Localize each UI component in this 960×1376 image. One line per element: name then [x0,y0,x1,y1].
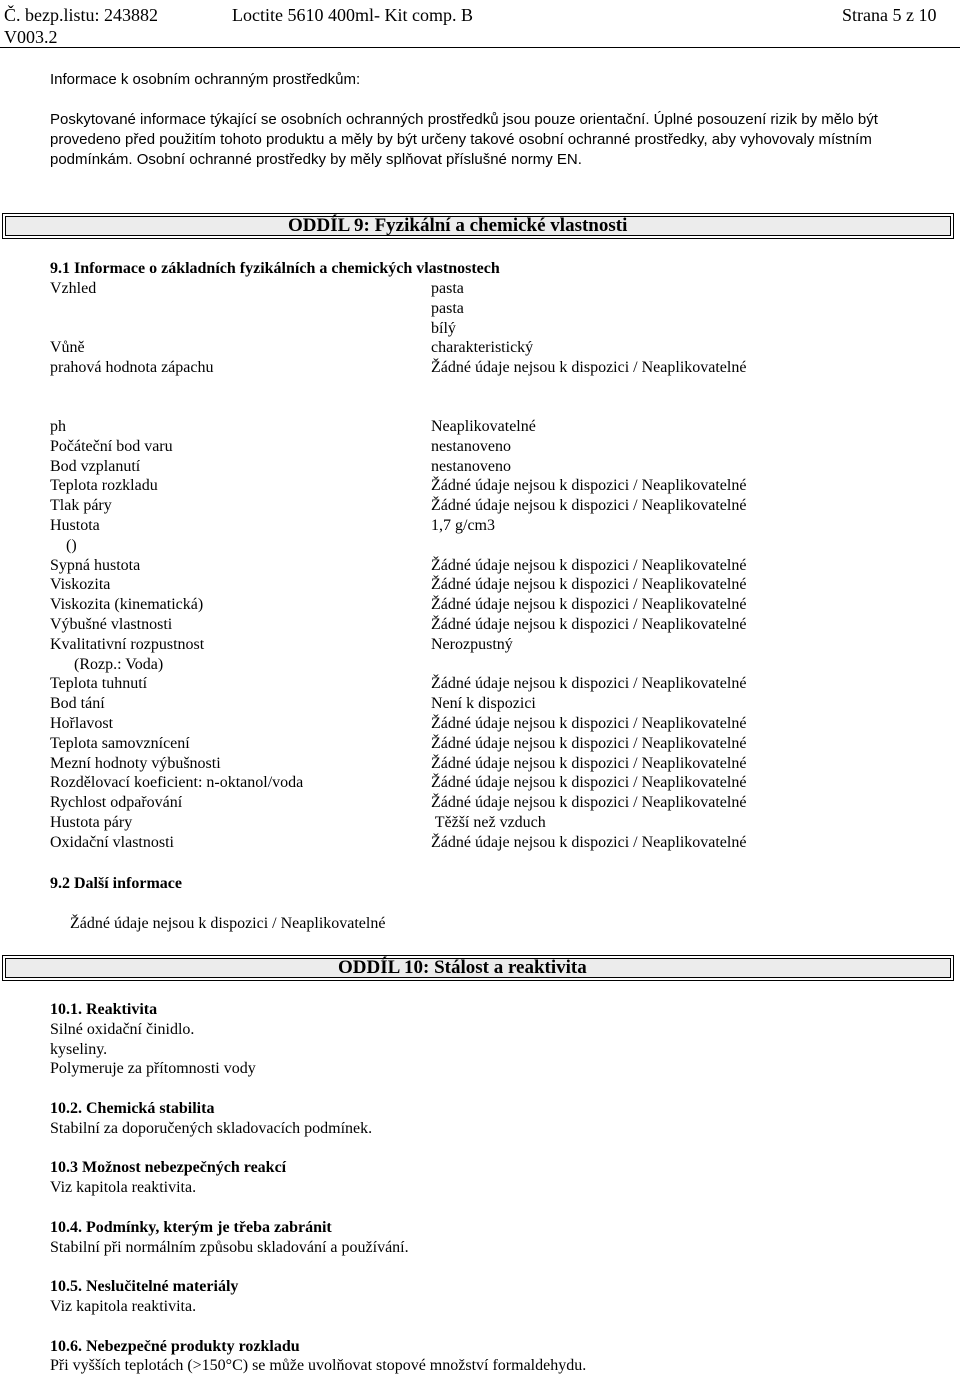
property-row [0,616,960,636]
property-label: Teplota rozkladu [50,477,158,495]
property-label: Teplota samovznícení [50,734,190,752]
ppe-line: podmínkám. Osobní ochranné prostředky by měly splňovat příslušné normy EN. [50,151,582,168]
subsection-text: Stabilní při normálním způsobu skladování a používání. [50,1238,409,1256]
property-label: Oxidační vlastnosti [50,833,174,851]
property-value: Žádné údaje nejsou k dispozici / Neaplikovatelné [431,715,747,732]
version: V003.2 [4,27,58,47]
property-value: Těžší než vzduch [431,814,546,831]
property-row [0,715,960,735]
subsection-9-2-title: 9.2 Další informace [50,875,182,892]
property-value: Žádné údaje nejsou k dispozici / Neaplikovatelné [431,477,747,495]
property-row [0,695,960,715]
sheet-number: Č. bezp.listu: 243882 [4,5,158,25]
ppe-line: provedeno před použitím tohoto produktu a měly by být určeny takové osobní ochranné prostředky, aby vyhovovaly místním [50,131,872,148]
property-row [0,477,960,497]
subsection-heading: 10.1. Reaktivita [50,1001,158,1018]
property-row [0,576,960,596]
property-value: pasta [431,280,464,297]
property-label: Mezní hodnoty výbušnosti [50,754,221,772]
property-label: Viskozita [50,576,111,594]
property-value: Žádné údaje nejsou k dispozici / Neaplikovatelné [431,774,747,792]
property-value: bílý [431,319,456,337]
subsection-text: kyseliny. [50,1040,108,1058]
property-row [0,735,960,755]
property-value: Žádné údaje nejsou k dispozici / Neaplikovatelné [431,596,747,614]
property-label: Bod vzplanutí [50,457,141,475]
property-value: Žádné údaje nejsou k dispozici / Neaplikovatelné [431,497,747,515]
property-value: Žádné údaje nejsou k dispozici / Neaplikovatelné [431,833,747,851]
subsection-9-1-title: 9.1 Informace o základních fyzikálních a chemických vlastnostech [50,260,500,277]
property-value: Žádné údaje nejsou k dispozici / Neaplikovatelné [431,576,747,594]
property-value: Neaplikovatelné [431,418,536,435]
property-label: Rozdělovací koeficient: n-oktanol/voda [50,774,304,792]
property-row [0,438,960,458]
ppe-title: Informace k osobním ochranným prostředkům: [50,71,361,88]
property-row [0,359,960,379]
property-label: Vzhled [50,280,97,297]
section-10-title: ODDÍL 10: Stálost a reaktivita [338,957,587,978]
property-label: Tlak páry [50,497,112,515]
property-label: prahová hodnota zápachu [50,359,214,377]
property-value: nestanoveno [431,437,511,455]
property-value: nestanoveno [431,457,511,475]
property-row [0,774,960,794]
subsection-text: Stabilní za doporučených skladovacích podmínek. [50,1119,373,1137]
property-row [0,517,960,537]
property-row [0,656,960,676]
property-value: charakteristický [431,339,534,357]
product-name: Loctite 5610 400ml- Kit comp. B [232,5,473,25]
property-row [0,497,960,517]
property-row [0,834,960,854]
property-label: Viskozita (kinematická) [50,596,204,614]
subsection-text: Viz kapitola reaktivita. [50,1179,197,1197]
property-value: Žádné údaje nejsou k dispozici / Neaplikovatelné [431,616,747,633]
property-row [0,418,960,438]
property-value: Žádné údaje nejsou k dispozici / Neaplikovatelné [431,359,747,377]
subsection-heading: 10.6. Nebezpečné produkty rozkladu [50,1337,300,1355]
property-row [0,755,960,775]
property-label: Vůně [50,339,85,357]
property-row [0,300,960,320]
property-label: Hustota [50,517,100,534]
subsection-heading: 10.4. Podmínky, kterým je třeba zabránit [50,1218,332,1236]
property-value: pasta [431,299,464,317]
property-label: Výbušné vlastnosti [50,616,173,633]
property-label: Počáteční bod varu [50,437,173,455]
property-row [0,814,960,834]
property-value: Žádné údaje nejsou k dispozici / Neaplikovatelné [431,675,747,693]
property-label: Kvalitativní rozpustnost [50,635,205,653]
property-row [0,458,960,478]
header-divider [0,47,960,48]
subsection-text: Viz kapitola reaktivita. [50,1298,197,1315]
property-value: Žádné údaje nejsou k dispozici / Neaplikovatelné [431,794,747,812]
property-row [0,537,960,557]
subsection-heading: 10.2. Chemická stabilita [50,1100,215,1117]
section-9-title: ODDÍL 9: Fyzikální a chemické vlastnosti [288,215,628,236]
property-value: Žádné údaje nejsou k dispozici / Neaplikovatelné [431,556,747,574]
property-label: Teplota tuhnutí [50,675,148,693]
property-label: (Rozp.: Voda) [50,655,164,673]
subsection-text: Silné oxidační činidlo. [50,1020,195,1038]
property-row [0,280,960,300]
property-row [0,675,960,695]
property-value: Není k dispozici [431,695,536,713]
page-number: Strana 5 z 10 [842,5,937,25]
subsection-heading: 10.3 Možnost nebezpečných reakcí [50,1159,287,1177]
subsection-9-2-text: Žádné údaje nejsou k dispozici / Neaplikovatelné [70,915,386,932]
property-row [0,794,960,814]
subsection-heading: 10.5. Neslučitelné materiály [50,1278,239,1296]
property-row [0,320,960,340]
subsection-text: Při vyšších teplotách (>150°C) se může uvolňovat stopové množství formaldehydu. [50,1357,587,1375]
property-value: Nerozpustný [431,635,513,653]
property-label: Bod tání [50,695,105,713]
property-label: Hustota páry [50,814,133,831]
property-row [0,557,960,577]
property-row [0,339,960,359]
property-label: Hořlavost [50,715,114,732]
property-label: ph [50,418,66,435]
property-label: Sypná hustota [50,556,141,574]
subsection-text: Polymeruje za přítomnosti vody [50,1060,256,1078]
property-value: 1,7 g/cm3 [431,517,495,534]
property-row [0,636,960,656]
property-value: Žádné údaje nejsou k dispozici / Neaplikovatelné [431,734,747,752]
property-value: Žádné údaje nejsou k dispozici / Neaplikovatelné [431,754,747,772]
property-label: Rychlost odpařování [50,794,183,812]
ppe-line: Poskytované informace týkající se osobních ochranných prostředků jsou pouze orientační. Úplné posouzení rizik by mělo být [50,111,878,128]
property-label: () [50,536,77,554]
property-row [0,596,960,616]
